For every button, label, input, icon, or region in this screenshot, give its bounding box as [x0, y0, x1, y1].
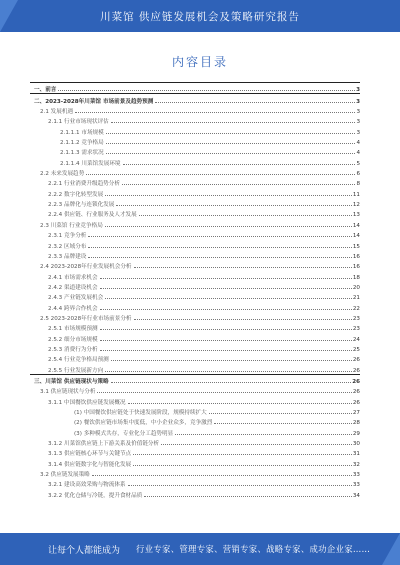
- toc-entry[interactable]: [30, 115, 360, 125]
- toc-entry-title: 3.1.1 中国餐饮供应链发展概况: [30, 398, 127, 406]
- toc-entry-title: (3) 多种模式共存，专业化分工趋势明显: [30, 429, 174, 437]
- toc-leader-dots: [105, 298, 352, 299]
- toc-entry-page: 28: [352, 420, 360, 427]
- toc-leader-dots: [105, 371, 352, 372]
- toc-entry-page: 3: [356, 119, 360, 126]
- toc-entry[interactable]: [30, 291, 360, 301]
- toc-entry[interactable]: [30, 374, 360, 385]
- toc-leader-dots: [86, 174, 355, 175]
- toc-leader-dots: [106, 143, 356, 144]
- toc-leader-dots: [144, 496, 352, 497]
- toc-leader-dots: [75, 112, 355, 113]
- toc-entry-title: (1) 中国餐饮供应链处于快速发展阶段，规模持续扩大: [30, 408, 208, 416]
- toc-entry[interactable]: [30, 322, 360, 332]
- toc-entry[interactable]: [30, 218, 360, 228]
- toc-entry-title: 3.1.2 川菜馆供应链上下游关系及价值链分析: [30, 439, 160, 447]
- toc-entry-title: (2) 餐饮供应链市场集中度低，中小企业众多，竞争激烈: [30, 418, 213, 426]
- toc-entry[interactable]: [30, 250, 360, 260]
- toc-entry[interactable]: [30, 478, 360, 488]
- toc-entry[interactable]: [30, 312, 360, 322]
- toc-entry-page: 13: [352, 212, 360, 219]
- toc-entry-page: 3: [356, 98, 360, 105]
- toc-leader-dots: [106, 153, 356, 154]
- toc-entry-title: 2.3.3 品牌建设: [30, 252, 87, 260]
- toc-leader-dots: [116, 205, 352, 206]
- toc-leader-dots: [58, 90, 355, 91]
- toc-entry[interactable]: [30, 105, 360, 115]
- toc-entry-title: 2.2.3 品牌化与连锁化发展: [30, 200, 115, 208]
- toc-leader-dots: [105, 226, 352, 227]
- toc-leader-dots: [175, 434, 352, 435]
- toc-entry[interactable]: [30, 447, 360, 457]
- toc-leader-dots: [139, 215, 352, 216]
- toc-entry-title: 一、前言: [30, 85, 57, 93]
- toc-leader-dots: [106, 133, 356, 134]
- toc-entry-page: 14: [352, 233, 360, 240]
- toc-entry[interactable]: [30, 301, 360, 311]
- toc-entry-title: 2.5.1 市场规模预测: [30, 324, 99, 332]
- toc-entry-title: 2.5.5 行业发展新方向: [30, 366, 104, 374]
- toc-entry-page: 16: [352, 253, 360, 260]
- toc-entry-page: 30: [352, 441, 360, 448]
- toc-entry[interactable]: [30, 468, 360, 478]
- toc-entry-page: 14: [352, 222, 360, 229]
- toc-entry[interactable]: [30, 208, 360, 218]
- toc-entry-title: 2.2.1 行业消费升级趋势分析: [30, 179, 121, 187]
- toc-leader-dots: [134, 319, 352, 320]
- toc-entry[interactable]: [30, 260, 360, 270]
- toc-entry[interactable]: [30, 167, 360, 177]
- toc-entry[interactable]: [30, 239, 360, 249]
- toc-heading: 内容目录: [171, 55, 228, 69]
- footer-slogan-left: 让每个人都能成为: [48, 546, 121, 556]
- toc-entry-title: 2.2.4 供应链、行业服务及人才发展: [30, 210, 138, 218]
- toc-entry[interactable]: [30, 229, 360, 239]
- toc-entry-title: 2.2 未来发展趋势: [30, 169, 85, 177]
- toc-entry[interactable]: [30, 136, 360, 146]
- toc-entry-title: 2.5 2023-2028年行业市场前景分析: [30, 314, 133, 322]
- toc-leader-dots: [111, 122, 356, 123]
- toc-entry[interactable]: [30, 146, 360, 156]
- toc-leader-dots: [134, 267, 352, 268]
- toc-entry-title: 2.3 川菜馆 行业竞争格局: [30, 221, 104, 229]
- page-header: [0, 0, 400, 32]
- toc-entry-page: 3: [356, 129, 360, 136]
- toc-entry-page: 31: [352, 451, 360, 458]
- toc-entry-title: 3.1.4 供应链数字化与智能化发展: [30, 460, 132, 468]
- toc-entry[interactable]: [30, 353, 360, 363]
- toc-entry[interactable]: [30, 437, 360, 447]
- page-footer: [0, 533, 400, 565]
- toc-entry-title: 3.2 供应链发展策略: [30, 470, 91, 478]
- toc-leader-dots: [214, 423, 352, 424]
- toc-entry-title: 2.1.1 行业市场现状评估: [30, 117, 110, 125]
- toc-leader-dots: [88, 247, 351, 248]
- toc-leader-dots: [100, 350, 352, 351]
- toc-leader-dots: [100, 329, 352, 330]
- toc-entry[interactable]: [30, 363, 360, 373]
- toc-leader-dots: [88, 257, 351, 258]
- toc-leader-dots: [105, 195, 352, 196]
- toc-entry[interactable]: [30, 93, 360, 104]
- toc-leader-dots: [209, 413, 352, 414]
- toc-entry-page: 24: [352, 336, 360, 343]
- toc-entry-page: 22: [352, 305, 360, 312]
- toc-entry-title: 2.4.4 跨界合作机会: [30, 304, 99, 312]
- toc-entry-title: 2.4.3 产业链发展机会: [30, 293, 104, 301]
- toc-entry-title: 2.5.3 消费行为分析: [30, 345, 99, 353]
- toc-leader-dots: [155, 102, 355, 103]
- toc-entry-title: 2.3.1 竞争分析: [30, 231, 87, 239]
- toc-entry-page: 15: [352, 243, 360, 250]
- toc-entry-title: 二、2023-2028年川菜馆 市场前景及趋势预测: [30, 97, 154, 105]
- toc-leader-dots: [133, 454, 352, 455]
- toc-entry-page: 21: [352, 295, 360, 302]
- toc-entry-page: 26: [352, 378, 360, 385]
- toc-entry-page: 3: [356, 109, 360, 116]
- toc-leader-dots: [128, 403, 352, 404]
- toc-entry[interactable]: [30, 125, 360, 135]
- toc-entry-title: 3.2.1 建设高效采购与物流体系: [30, 480, 127, 488]
- toc-entry-page: 4: [356, 150, 360, 157]
- toc-entry[interactable]: [30, 281, 360, 291]
- toc-entry-page: 6: [356, 171, 360, 178]
- toc-entry[interactable]: [30, 488, 360, 498]
- toc-entry-page: 16: [352, 264, 360, 271]
- toc-entry-page: 20: [352, 284, 360, 291]
- toc-leader-dots: [128, 485, 352, 486]
- toc-entry[interactable]: [30, 385, 360, 395]
- toc-entry-page: 27: [352, 410, 360, 416]
- toc-entry-title: 2.5.2 细分市场规模: [30, 335, 99, 343]
- toc-leader-dots: [122, 184, 355, 185]
- toc-leader-dots: [100, 288, 352, 289]
- toc-entry-page: 26: [352, 357, 360, 364]
- toc-leader-dots: [111, 360, 352, 361]
- toc-entry-title: 三、川菜馆 供应链现状与策略: [30, 377, 110, 385]
- toc-entry[interactable]: [30, 187, 360, 197]
- toc-leader-dots: [92, 475, 352, 476]
- toc-entry-page: 18: [352, 274, 360, 281]
- toc-entry-title: 2.4 2023-2028年行业发展机会分析: [30, 262, 133, 270]
- toc-entry[interactable]: [30, 395, 360, 405]
- toc-entry-page: 33: [352, 482, 360, 489]
- toc-entry-page: 32: [352, 461, 360, 468]
- toc-entry-page: 3: [356, 87, 360, 94]
- toc-leader-dots: [161, 444, 352, 445]
- report-title: 川菜馆 供应链发展机会及策略研究报告: [100, 11, 300, 23]
- toc-entry[interactable]: [30, 406, 360, 416]
- toc-entry[interactable]: [30, 457, 360, 467]
- toc-entry-title: 3.1 供应链现状与分析: [30, 387, 96, 395]
- toc-leader-dots: [100, 278, 352, 279]
- toc-entry-title: 3.1.3 供应链核心环节与关键节点: [30, 449, 132, 457]
- toc-entry-page: 26: [352, 389, 360, 396]
- toc-entry-page: 23: [352, 326, 360, 333]
- toc-entry[interactable]: [30, 416, 360, 426]
- toc-entry-page: 29: [352, 430, 360, 437]
- toc-entry-title: 2.1.1.4 川菜馆发展环境: [30, 159, 122, 167]
- toc-entry[interactable]: [30, 270, 360, 280]
- toc-entry-page: 26: [352, 399, 360, 406]
- toc-entry-title: 2.2.2 数字化转型发展: [30, 190, 104, 198]
- toc-leader-dots: [100, 309, 352, 310]
- footer-corner-accent: [382, 533, 400, 565]
- toc-entry-title: 2.1 发展机遇: [30, 107, 74, 115]
- toc-entry[interactable]: [30, 177, 360, 187]
- toc-leader-dots: [100, 340, 352, 341]
- toc-entry-title: 2.1.1.2 竞争格局: [30, 138, 105, 146]
- toc-leader-dots: [111, 382, 352, 383]
- toc-entry-title: 2.4.2 渠道建设机会: [30, 283, 99, 291]
- toc-entry-page: 12: [352, 202, 360, 209]
- toc-leader-dots: [133, 465, 352, 466]
- toc-entry-title: 2.1.1.1 市场规模: [30, 128, 105, 136]
- toc-entry[interactable]: [30, 426, 360, 436]
- toc-entry-title: 2.3.2 区域分布: [30, 242, 87, 250]
- toc-entry-title: 2.1.1.3 需求状况: [30, 148, 105, 156]
- toc-entry[interactable]: [30, 343, 360, 353]
- toc-entry[interactable]: [30, 82, 360, 93]
- table-of-contents: [30, 82, 360, 499]
- toc-entry-title: 2.4.1 市场需求机会: [30, 273, 99, 281]
- toc-entry-page: 4: [356, 140, 360, 147]
- toc-entry-title: 3.2.2 优化仓储与冷链，提升食材品质: [30, 491, 143, 499]
- toc-entry-page: 11: [352, 191, 360, 198]
- toc-leader-dots: [123, 164, 356, 165]
- toc-entry-page: 23: [352, 315, 360, 322]
- toc-entry-page: 34: [352, 492, 360, 499]
- toc-entry-page: 33: [352, 472, 360, 479]
- toc-entry-title: 2.5.4 行业竞争格局预测: [30, 355, 110, 363]
- toc-leader-dots: [88, 236, 351, 237]
- toc-leader-dots: [97, 392, 351, 393]
- toc-entry[interactable]: [30, 198, 360, 208]
- toc-entry-page: 8: [356, 181, 360, 188]
- toc-entry-page: 26: [352, 367, 360, 374]
- toc-entry[interactable]: [30, 332, 360, 342]
- toc-entry-page: 5: [356, 160, 360, 167]
- toc-entry[interactable]: [30, 156, 360, 166]
- toc-entry-page: 25: [352, 346, 360, 353]
- footer-slogan-right: 行业专家、管理专家、营销专家、战略专家、成功企业家……: [136, 544, 371, 554]
